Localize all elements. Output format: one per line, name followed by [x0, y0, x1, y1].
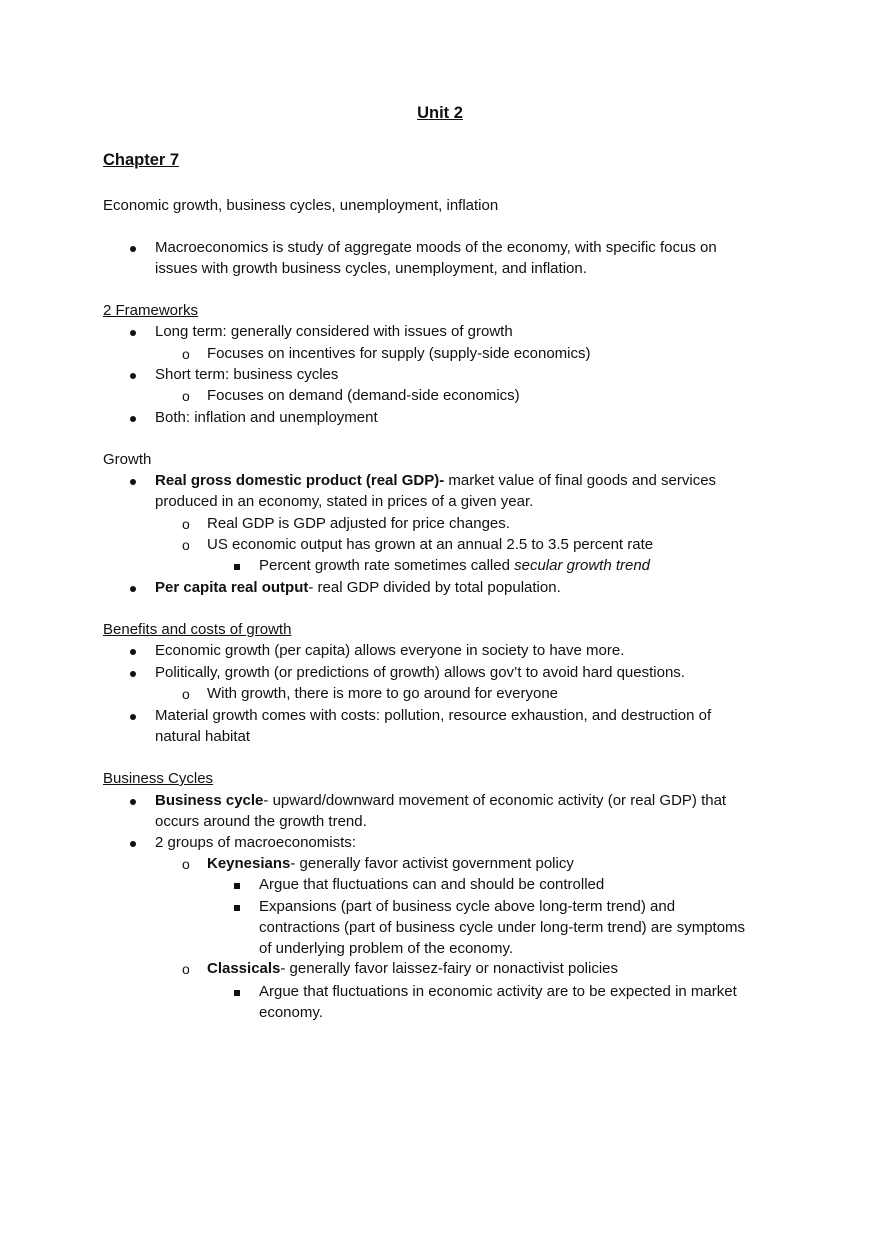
long-term-item: Long term: generally considered with issues of growth	[155, 323, 513, 340]
chapter-title: Chapter 7	[103, 151, 180, 169]
intro-line-1: Macroeconomics is study of aggregate moods of the economy, with specific focus on	[155, 239, 717, 256]
frameworks-heading: 2 Frameworks	[103, 302, 199, 319]
short-term-subitem: Focuses on demand (demand-side economics)	[207, 387, 520, 404]
bullet-icon	[130, 471, 136, 491]
classicals-definition: - generally favor laissez-fairy or nonactivist policies	[280, 960, 619, 977]
circle-bullet-icon: o	[182, 961, 190, 977]
keynesians-item	[207, 854, 574, 874]
circle-bullet-icon: o	[182, 686, 190, 702]
benefit-item-2: Politically, growth (or predictions of growth) allows gov’t to avoid hard questions.	[155, 664, 685, 681]
long-term-subitem: Focuses on incentives for supply (supply-side economics)	[207, 345, 591, 362]
bullet-icon	[130, 365, 136, 385]
real-gdp-item	[155, 471, 716, 491]
bullet-icon	[130, 408, 136, 428]
business-cycles-heading: Business Cycles	[103, 770, 214, 787]
square-bullet-icon	[234, 556, 240, 576]
classicals-point-line-2: economy.	[259, 1004, 323, 1021]
business-cycle-definition-cont: occurs around the growth trend.	[155, 813, 367, 830]
circle-bullet-icon: o	[182, 537, 190, 553]
business-cycle-term: Business cycle	[155, 792, 264, 809]
gdp-subitem-1: Real GDP is GDP adjusted for price changes.	[207, 515, 510, 532]
keynesians-term: Keynesians	[207, 855, 291, 872]
square-bullet-icon	[234, 875, 240, 895]
per-capita-item	[155, 578, 561, 598]
gdp-subitem-2: US economic output has grown at an annual 2.5 to 3.5 percent rate	[207, 536, 654, 553]
classicals-term: Classicals	[207, 960, 281, 977]
intro-line-2: issues with growth business cycles, unemployment, and inflation.	[155, 260, 587, 277]
classicals-item	[207, 959, 618, 979]
real-gdp-term: Real gross domestic product (real GDP)-	[155, 472, 445, 489]
square-bullet-icon	[234, 982, 240, 1002]
real-gdp-definition: market value of final goods and services	[444, 472, 717, 489]
growth-trend-text: Percent growth rate sometimes called	[259, 557, 515, 574]
circle-bullet-icon: o	[182, 346, 190, 362]
bullet-icon	[130, 833, 136, 853]
bullet-icon	[130, 641, 136, 661]
both-item: Both: inflation and unemployment	[155, 409, 378, 426]
per-capita-definition: - real GDP divided by total population.	[308, 579, 561, 596]
real-gdp-definition-cont: produced in an economy, stated in prices of a given year.	[155, 493, 534, 510]
subtitle: Economic growth, business cycles, unemployment, inflation	[103, 197, 499, 214]
benefit-subitem: With growth, there is more to go around for everyone	[207, 685, 559, 702]
bullet-icon	[130, 706, 136, 726]
cost-item-line-1: Material growth comes with costs: pollution, resource exhaustion, and destruction of	[155, 707, 712, 724]
per-capita-term: Per capita real output	[155, 579, 309, 596]
bullet-icon	[130, 791, 136, 811]
keynesians-point-1: Argue that fluctuations can and should be controlled	[259, 876, 605, 893]
business-cycle-definition: - upward/downward movement of economic activity (or real GDP) that	[263, 792, 727, 809]
bullet-icon	[130, 238, 136, 258]
growth-heading: Growth	[103, 451, 152, 468]
circle-bullet-icon: o	[182, 516, 190, 532]
benefits-heading: Benefits and costs of growth	[103, 621, 292, 638]
classicals-point-line-1: Argue that fluctuations in economic activity are to be expected in market	[259, 983, 737, 1000]
keynesians-point-2-line-3: of underlying problem of the economy.	[259, 940, 514, 957]
bullet-icon	[130, 322, 136, 342]
keynesians-point-2-line-1: Expansions (part of business cycle above long-term trend) and	[259, 898, 676, 915]
unit-title: Unit 2	[417, 104, 463, 122]
growth-trend-item	[259, 556, 650, 576]
square-bullet-icon	[234, 897, 240, 917]
bullet-icon	[130, 663, 136, 683]
circle-bullet-icon: o	[182, 856, 190, 872]
short-term-item: Short term: business cycles	[155, 366, 339, 383]
growth-trend-term: secular growth trend	[514, 557, 651, 574]
bullet-icon	[130, 578, 136, 598]
business-cycle-item	[155, 791, 726, 811]
keynesians-point-2-line-2: contractions (part of business cycle under long-term trend) are symptoms	[259, 919, 746, 936]
circle-bullet-icon: o	[182, 388, 190, 404]
keynesians-definition: - generally favor activist government policy	[290, 855, 574, 872]
cost-item-line-2: natural habitat	[155, 728, 251, 745]
groups-item: 2 groups of macroeconomists:	[155, 834, 356, 851]
benefit-item-1: Economic growth (per capita) allows everyone in society to have more.	[155, 642, 625, 659]
